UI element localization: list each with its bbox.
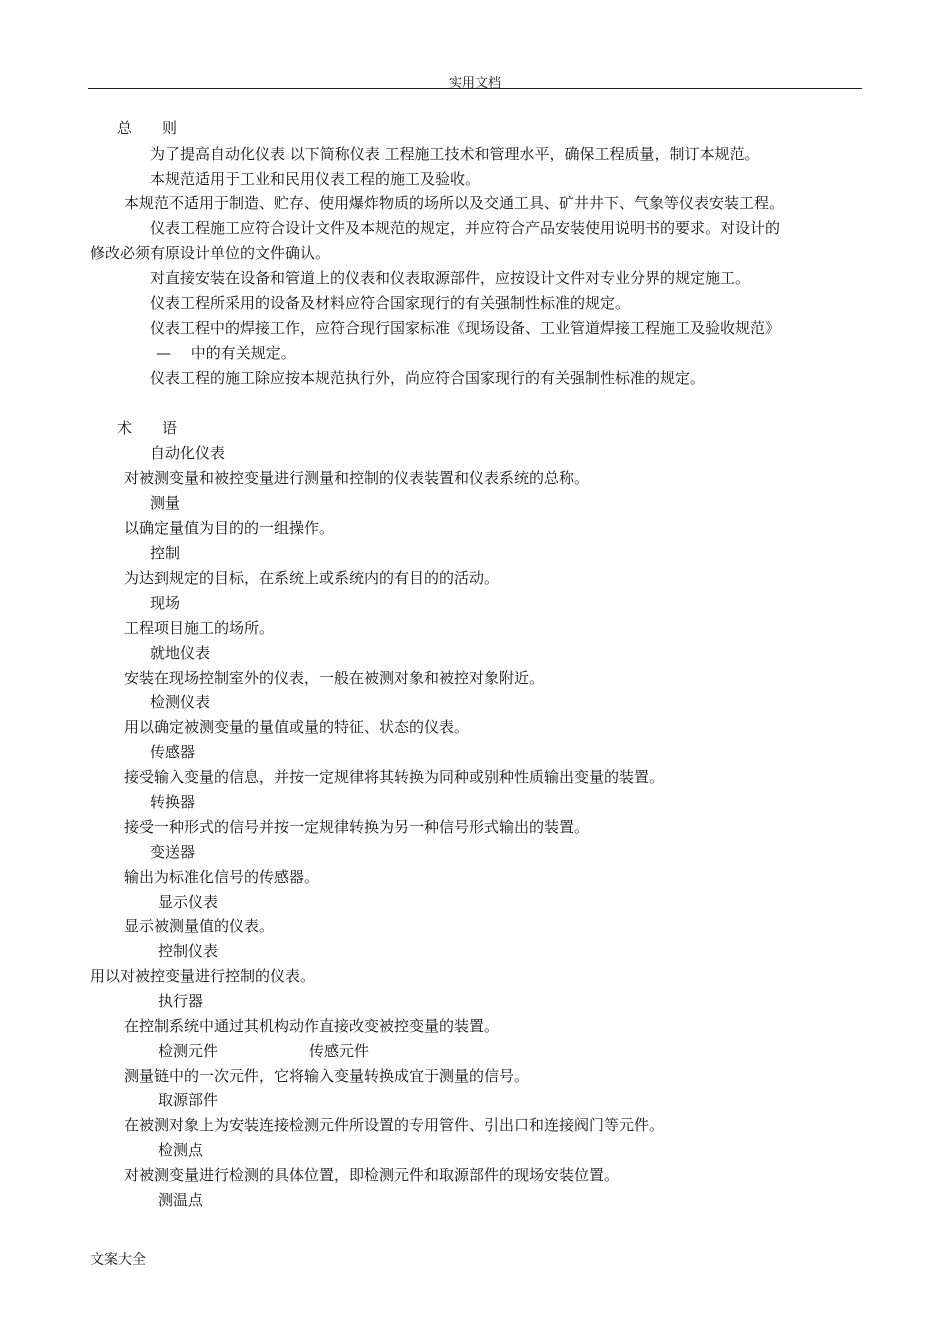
page-header: 实用文档 [448, 76, 501, 91]
paragraph-line: 为了提高自动化仪表 以下简称仪表 工程施工技术和管理水平，确保工程质量，制订本规范。 [150, 145, 760, 163]
term-definition: 以确定量值为目的的一组操作。 [124, 519, 335, 537]
section-heading-terms: 术 语 [117, 419, 178, 437]
paragraph-line: 仪表工程所采用的设备及材料应符合国家现行的有关强制性标准的规定。 [150, 294, 631, 312]
header-rule [88, 88, 862, 89]
paragraph-line: 修改必须有原设计单位的文件确认。 [90, 244, 331, 262]
section-heading-general: 总 则 [117, 119, 178, 137]
term-title: 测温点 [158, 1191, 204, 1209]
term-definition: 测量链中的一次元件，它将输入变量转换成宜于测量的信号。 [124, 1067, 530, 1085]
paragraph-line: 仪表工程中的焊接工作，应符合现行国家标准《现场设备、工业管道焊接工程施工及验收规范》 [150, 319, 781, 337]
term-title: 取源部件 [158, 1091, 219, 1109]
term-definition: 对被测变量和被控变量进行测量和控制的仪表装置和仪表系统的总称。 [124, 469, 590, 487]
term-title: 检测点 [158, 1141, 204, 1159]
term-title: 自动化仪表 [150, 444, 226, 462]
term-title: 显示仪表 [158, 893, 219, 911]
term-definition: 接受一种形式的信号并按一定规律转换为另一种信号形式输出的装置。 [124, 818, 590, 836]
paragraph-line: 本规范适用于工业和民用仪表工程的施工及验收。 [150, 170, 481, 188]
term-definition: 用以对被控变量进行控制的仪表。 [90, 967, 316, 985]
term-title: 检测元件 [158, 1042, 219, 1060]
term-definition: 为达到规定的目标，在系统上或系统内的有目的的活动。 [124, 569, 500, 587]
term-definition: 接受输入变量的信息，并按一定规律将其转换为同种或别种性质输出变量的装置。 [124, 768, 665, 786]
paragraph-line: 对直接安装在设备和管道上的仪表和仪表取源部件，应按设计文件对专业分界的规定施工。 [150, 269, 751, 287]
paragraph-line: 仪表工程施工应符合设计文件及本规范的规定，并应符合产品安装使用说明书的要求。对设计的 [150, 219, 781, 237]
term-title: 变送器 [150, 843, 196, 861]
paragraph-line: 仪表工程的施工除应按本规范执行外，尚应符合国家现行的有关强制性标准的规定。 [150, 369, 706, 387]
term-definition: 在被测对象上为安装连接检测元件所设置的专用管件、引出口和连接阀门等元件。 [124, 1116, 665, 1134]
term-title: 测量 [150, 494, 181, 512]
term-title: 就地仪表 [150, 644, 211, 662]
term-title: 检测仪表 [150, 693, 211, 711]
term-definition: 显示被测量值的仪表。 [124, 917, 275, 935]
paragraph-line: 本规范不适用于制造、贮存、使用爆炸物质的场所以及交通工具、矿井井下、气象等仪表安装工程。 [124, 194, 785, 212]
paragraph-line: — 中的有关规定。 [156, 344, 296, 362]
term-definition: 输出为标准化信号的传感器。 [124, 868, 320, 886]
term-title: 执行器 [158, 992, 204, 1010]
term-title: 转换器 [150, 793, 196, 811]
term-title: 控制仪表 [158, 942, 219, 960]
term-title: 控制 [150, 544, 181, 562]
term-definition: 用以确定被测变量的量值或量的特征、状态的仪表。 [124, 718, 470, 736]
term-definition: 工程项目施工的场所。 [124, 619, 275, 637]
term-title-alt: 传感元件 [309, 1042, 370, 1060]
page-footer: 文案大全 [90, 1252, 146, 1268]
term-title: 传感器 [150, 743, 196, 761]
term-definition: 对被测变量进行检测的具体位置，即检测元件和取源部件的现场安装位置。 [124, 1166, 620, 1184]
term-title: 现场 [150, 594, 181, 612]
term-definition: 在控制系统中通过其机构动作直接改变被控变量的装置。 [124, 1017, 500, 1035]
term-definition: 安装在现场控制室外的仪表，一般在被测对象和被控对象附近。 [124, 669, 545, 687]
